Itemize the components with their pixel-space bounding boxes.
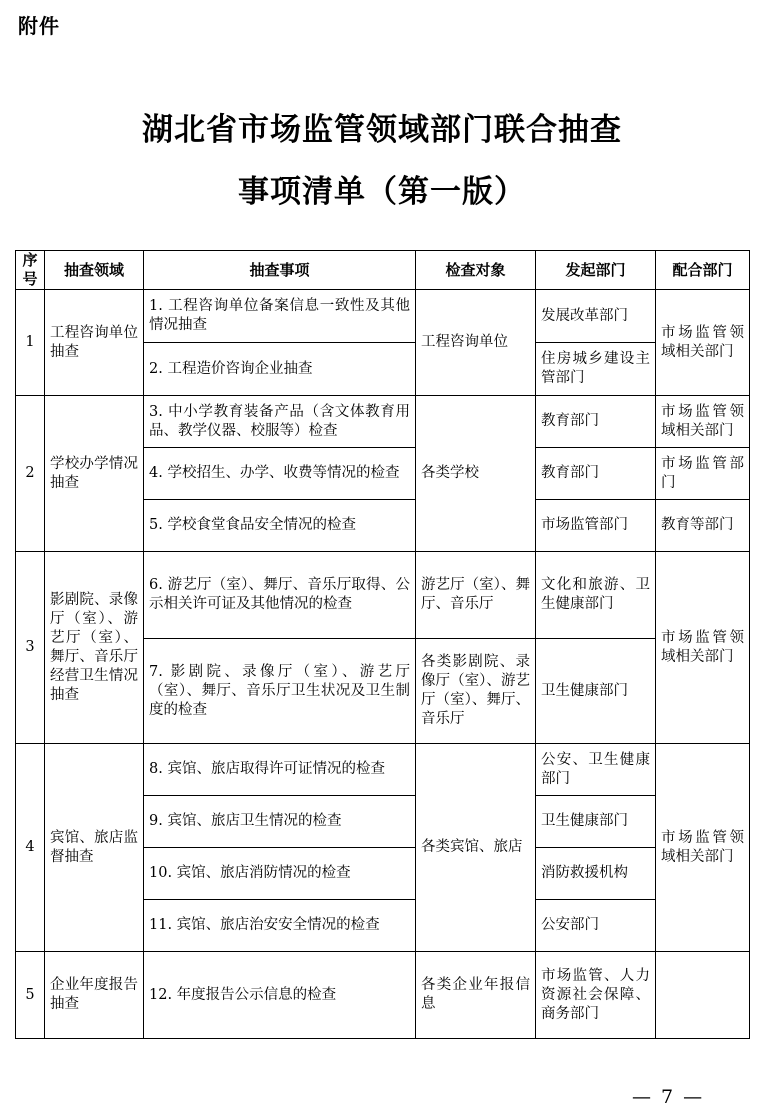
- row-item: 7. 影剧院、录像厅（室）、游艺厅（室）、舞厅、音乐厅卫生状况及卫生制度的检查: [144, 639, 416, 744]
- page-title-line-2: 事项清单（第一版）: [238, 174, 526, 210]
- row-item: 1. 工程咨询单位备案信息一致性及其他情况抽查: [144, 290, 416, 343]
- table-row: [16, 290, 750, 343]
- row-cooperating-dept: 市场监管领域相关部门: [656, 396, 750, 448]
- header-field: 抽查领域: [45, 251, 144, 290]
- row-target: 游艺厅（室）、舞厅、音乐厅: [416, 552, 536, 639]
- inspection-items-table: [15, 250, 750, 1039]
- row-field: 宾馆、旅店监督抽查: [45, 744, 144, 952]
- row-target: 各类企业年报信息: [416, 952, 536, 1039]
- row-initiating-dept: 卫生健康部门: [536, 796, 656, 848]
- row-item: 6. 游艺厅（室）、舞厅、音乐厅取得、公示相关许可证及其他情况的检查: [144, 552, 416, 639]
- header-target: 检查对象: [416, 251, 536, 290]
- row-item: 2. 工程造价咨询企业抽查: [144, 343, 416, 396]
- row-cooperating-dept: 市场监管领域相关部门: [656, 290, 750, 396]
- table-row: [16, 396, 750, 448]
- attachment-label: 附件: [18, 14, 60, 38]
- row-item: 9. 宾馆、旅店卫生情况的检查: [144, 796, 416, 848]
- row-initiating-dept: 卫生健康部门: [536, 639, 656, 744]
- page-title-line-1: 湖北省市场监管领域部门联合抽查: [142, 112, 622, 148]
- row-cooperating-dept: [656, 952, 750, 1039]
- row-field: 影剧院、录像厅（室）、游艺厅（室）、舞厅、音乐厅经营卫生情况抽查: [45, 552, 144, 744]
- row-initiating-dept: 市场监管、人力资源社会保障、商务部门: [536, 952, 656, 1039]
- row-no: 2: [16, 396, 45, 552]
- row-initiating-dept: 公安、卫生健康部门: [536, 744, 656, 796]
- table-row: [16, 952, 750, 1039]
- header-cooperating-dept: 配合部门: [656, 251, 750, 290]
- row-initiating-dept: 发展改革部门: [536, 290, 656, 343]
- header-no: 序号: [16, 251, 45, 290]
- row-item: 10. 宾馆、旅店消防情况的检查: [144, 848, 416, 900]
- page-number: — 7 —: [632, 1086, 705, 1108]
- row-field: 学校办学情况抽查: [45, 396, 144, 552]
- row-no: 1: [16, 290, 45, 396]
- row-item: 11. 宾馆、旅店治安安全情况的检查: [144, 900, 416, 952]
- row-target: 各类学校: [416, 396, 536, 552]
- row-item: 3. 中小学教育装备产品（含文体教育用品、教学仪器、校服等）检查: [144, 396, 416, 448]
- row-item: 12. 年度报告公示信息的检查: [144, 952, 416, 1039]
- header-initiating-dept: 发起部门: [536, 251, 656, 290]
- row-target: 各类影剧院、录像厅（室）、游艺厅（室）、舞厅、音乐厅: [416, 639, 536, 744]
- row-item: 5. 学校食堂食品安全情况的检查: [144, 500, 416, 552]
- row-initiating-dept: 公安部门: [536, 900, 656, 952]
- table-row: [16, 552, 750, 639]
- row-cooperating-dept: 市场监管领域相关部门: [656, 744, 750, 952]
- row-cooperating-dept: 市场监管领域相关部门: [656, 552, 750, 744]
- table-header-row: [16, 251, 750, 290]
- row-initiating-dept: 住房城乡建设主管部门: [536, 343, 656, 396]
- table-row: [16, 744, 750, 796]
- row-target: 各类宾馆、旅店: [416, 744, 536, 952]
- row-initiating-dept: 教育部门: [536, 448, 656, 500]
- row-cooperating-dept: 市场监管部门: [656, 448, 750, 500]
- row-initiating-dept: 消防救援机构: [536, 848, 656, 900]
- row-no: 3: [16, 552, 45, 744]
- row-field: 工程咨询单位抽查: [45, 290, 144, 396]
- header-item: 抽查事项: [144, 251, 416, 290]
- row-initiating-dept: 教育部门: [536, 396, 656, 448]
- row-initiating-dept: 市场监管部门: [536, 500, 656, 552]
- row-target: 工程咨询单位: [416, 290, 536, 396]
- row-cooperating-dept: 教育等部门: [656, 500, 750, 552]
- row-initiating-dept: 文化和旅游、卫生健康部门: [536, 552, 656, 639]
- row-item: 4. 学校招生、办学、收费等情况的检查: [144, 448, 416, 500]
- row-no: 5: [16, 952, 45, 1039]
- row-item: 8. 宾馆、旅店取得许可证情况的检查: [144, 744, 416, 796]
- row-no: 4: [16, 744, 45, 952]
- row-field: 企业年度报告抽查: [45, 952, 144, 1039]
